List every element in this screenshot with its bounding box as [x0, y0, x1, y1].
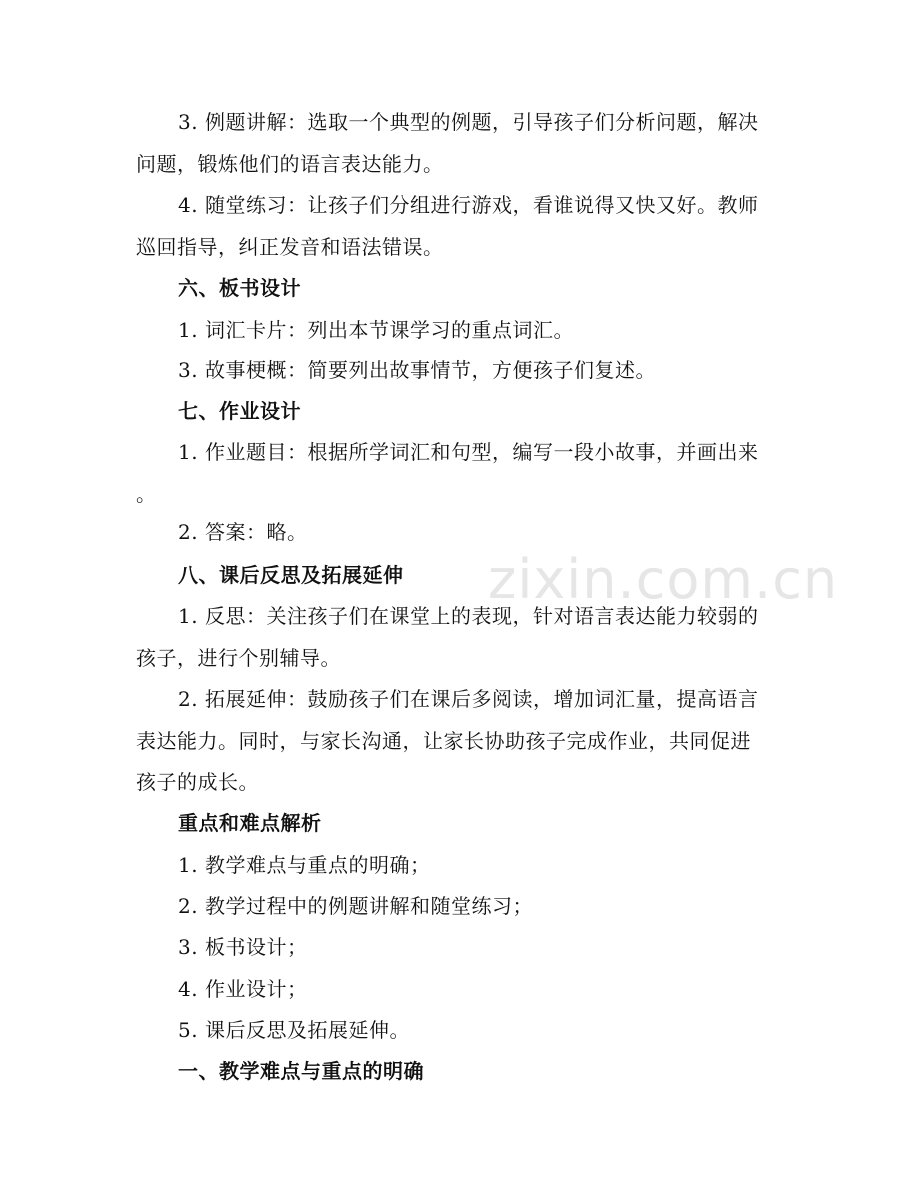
- list-item-key-5: 5. 课后反思及拓展延伸。: [178, 1018, 410, 1042]
- list-item-key-4: 4. 作业设计；: [178, 977, 308, 1001]
- section-heading-board-design: 六、板书设计: [178, 276, 301, 300]
- list-item-key-3: 3. 板书设计；: [178, 935, 308, 959]
- paragraph-classroom-practice: 4. 随堂练习：让孩子们分组进行游戏，看谁说得又快又好。教师: [178, 193, 759, 217]
- list-item-reflection: 1. 反思：关注孩子们在课堂上的表现，针对语言表达能力较弱的: [178, 604, 759, 628]
- section-heading-homework-design: 七、作业设计: [178, 399, 301, 423]
- list-item-answer: 2. 答案：略。: [178, 520, 308, 544]
- section-heading-teaching-difficulties: 一、教学难点与重点的明确: [178, 1059, 424, 1083]
- section-heading-key-points: 重点和难点解析: [178, 811, 322, 835]
- paragraph-example-explanation-cont: 问题，锻炼他们的语言表达能力。: [136, 152, 444, 176]
- watermark: zixin.com.cn: [488, 548, 839, 611]
- list-item-story-summary: 3. 故事梗概：简要列出故事情节，方便孩子们复述。: [178, 358, 656, 382]
- list-item-vocab-cards: 1. 词汇卡片：列出本节课学习的重点词汇。: [178, 318, 574, 342]
- paragraph-example-explanation: 3. 例题讲解：选取一个典型的例题，引导孩子们分析问题，解决: [178, 110, 759, 134]
- section-heading-reflection: 八、课后反思及拓展延伸: [178, 563, 404, 587]
- paragraph-classroom-practice-cont: 巡回指导，纠正发音和语法错误。: [136, 235, 444, 259]
- list-item-homework-task-cont: 。: [136, 482, 157, 506]
- list-item-key-1: 1. 教学难点与重点的明确；: [178, 853, 431, 877]
- list-item-homework-task: 1. 作业题目：根据所学词汇和句型，编写一段小故事，并画出来: [178, 440, 759, 464]
- list-item-extension: 2. 拓展延伸：鼓励孩子们在课后多阅读，增加词汇量，提高语言: [178, 687, 759, 711]
- list-item-extension-cont: 表达能力。同时，与家长沟通，让家长协助孩子完成作业，共同促进: [136, 729, 751, 753]
- list-item-extension-cont-2: 孩子的成长。: [136, 770, 259, 794]
- list-item-key-2: 2. 教学过程中的例题讲解和随堂练习；: [178, 894, 533, 918]
- list-item-reflection-cont: 孩子，进行个别辅导。: [136, 646, 341, 670]
